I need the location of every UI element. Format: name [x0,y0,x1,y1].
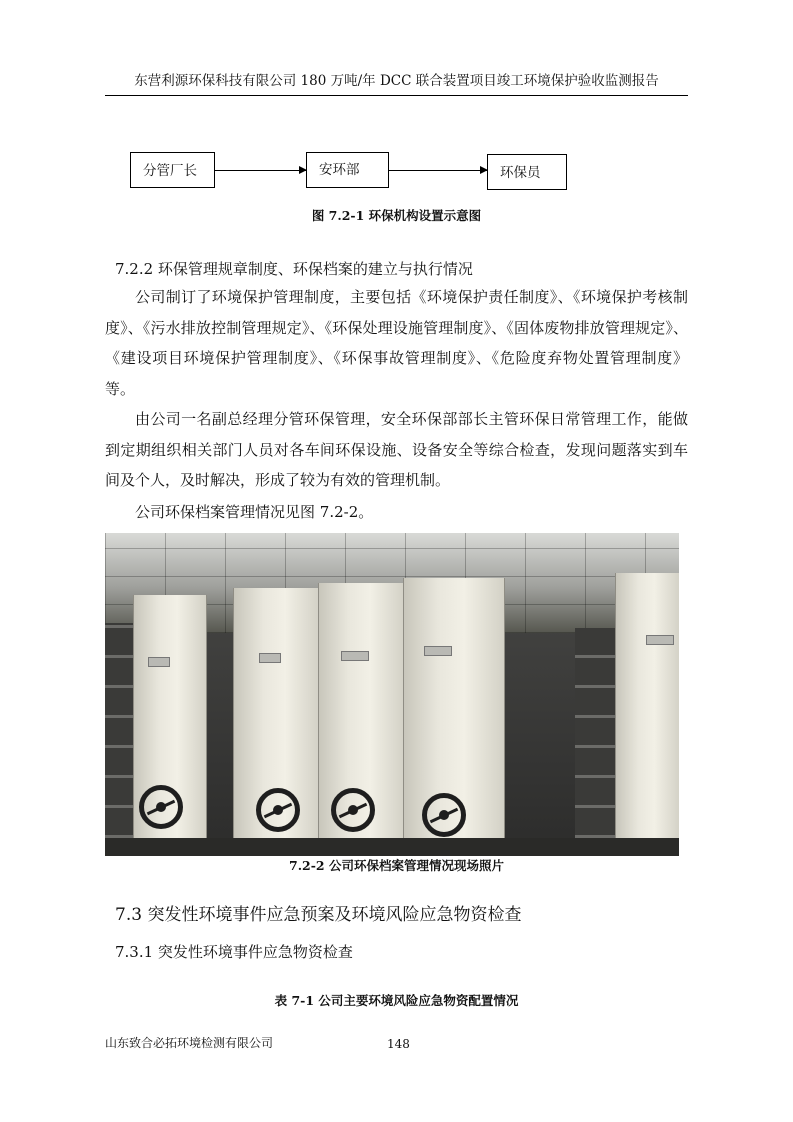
cabinet-label-plate [259,653,281,663]
cabinet-handwheel [331,788,375,832]
shelf-cabinet-4 [403,578,505,853]
arrow-dept-to-officer [389,170,487,171]
org-box-manager: 分管厂长 [130,152,215,188]
cabinet-handwheel [256,788,300,832]
org-box-env-officer: 环保员 [487,154,567,190]
archive-room-photo [105,533,679,856]
org-chart-caption: 图 7.2-1 环保机构设置示意图 [311,208,482,223]
paragraph-management: 由公司一名副总经理分管环保管理，安全环保部部长主管环保日常管理工作，能做到定期组织相关部门人员对各车间环保设施、设备安全等综合检查，发现问题落实到车间及个人，及时解决，形成了较为有效的管理机制。 [105,410,688,490]
photo-caption: 7.2-2 公司环保档案管理情况现场照片 [289,858,504,873]
section-heading-7-3-1: 7.3.1 突发性环境事件应急物资检查 [115,943,353,961]
table-caption: 表 7-1 公司主要环境风险应急物资配置情况 [274,993,519,1008]
paragraph-archive-ref: 公司环保档案管理情况见图 7.2-2。 [135,503,374,521]
shelf-cabinet-5 [615,573,679,853]
arrow-manager-to-dept [215,170,306,171]
report-title: 东营利源环保科技有限公司 180 万吨/年 DCC 联合装置项目竣工环境保护验收监测报告 [134,73,659,89]
shelf-cabinet-2 [233,588,320,848]
paragraph-regulations: 公司制订了环境保护管理制度，主要包括《环境保护责任制度》、《环境保护考核制度》、《污水排放控制管理规定》、《环保处理设施管理制度》、《固体废物排放管理规定》、《建设项目环境保护管理制度》、《环保事故管理制度》、《危险度弃物处置管理制度》等。 [105,288,688,398]
shelf-cabinet-1 [133,595,207,840]
cabinet-label-plate [646,635,674,645]
cabinet-handwheel [139,785,183,829]
photo-left-shelf [105,623,133,838]
cabinet-label-plate [424,646,452,656]
shelf-cabinet-3 [318,583,405,848]
cabinet-label-plate [148,657,170,667]
org-box-safety-env-dept: 安环部 [306,152,389,188]
cabinet-label-plate [341,651,369,661]
photo-floor [105,838,679,856]
section-heading-7-3: 7.3 突发性环境事件应急预案及环境风险应急物资检查 [115,905,522,925]
page-number: 148 [387,1037,410,1051]
cabinet-handwheel [422,793,466,837]
section-heading-7-2-2: 7.2.2 环保管理规章制度、环保档案的建立与执行情况 [115,260,473,278]
footer-company: 山东致合必拓环境检测有限公司 [105,1036,274,1050]
header-divider [105,95,688,96]
